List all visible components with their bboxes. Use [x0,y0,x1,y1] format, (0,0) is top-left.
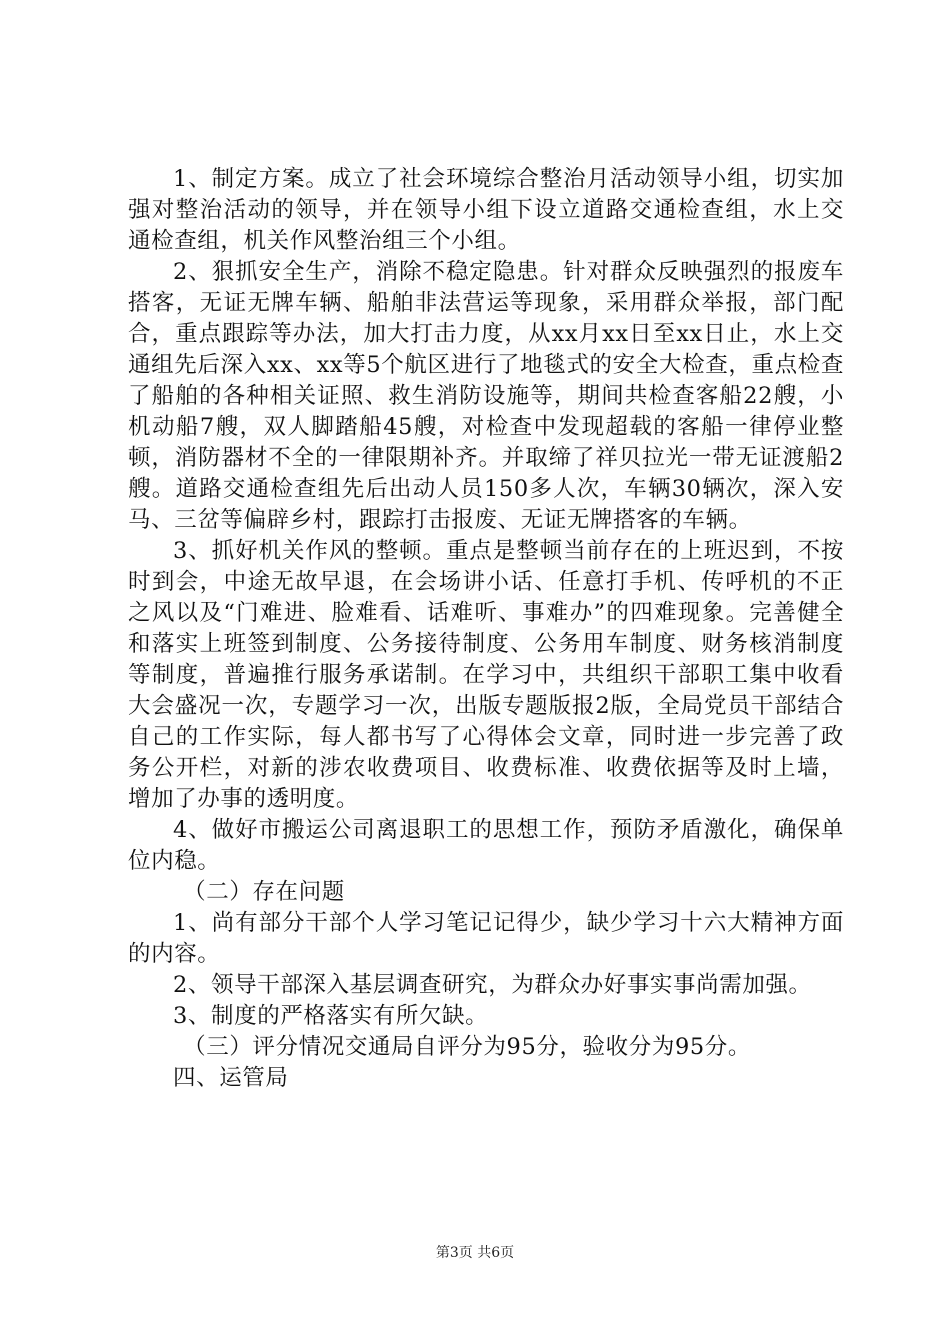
heading-existing-problems: （二）存在问题 [183,879,345,905]
heading-section-four: 四、运管局 [173,1065,289,1091]
paragraph-retired-workers: 4、做好市搬运公司离退职工的思想工作，预防矛盾激化，确保单位内稳。 [128,817,844,874]
paragraph-work-style: 3、抓好机关作风的整顿。重点是整顿当前存在的上班迟到，不按时到会，中途无故早退，在会场讲小话、任意打手机、传呼机的不正之风以及“门难进、脸难看、话难听、事难办”的四难现象。完善健全和落实上班签到制度、公务接待制度、公务用车制度、财务核消制度等制度，普遍推行服务承诺制。在学习中，共组织干部职工集中收看大会盛况一次，专题学习一次，出版专题版报2版，全局党员干部结合自己的工作实际，每人都书写了心得体会文章，同时进一步完善了政务公开栏，对新的涉农收费项目、收费标准、收费依据等及时上墙，增加了办事的透明度。 [128,538,844,812]
paragraph-formulate-plan: 1、制定方案。成立了社会环境综合整治月活动领导小组，切实加强对整治活动的领导，并在领导小组下设立道路交通检查组，水上交通检查组，机关作风整治组三个小组。 [128,166,844,254]
page-number-footer: 第3页 共6页 [435,1245,515,1261]
document-body [128,164,844,1094]
paragraph-problem-2: 2、领导干部深入基层调查研究，为群众办好事实事尚需加强。 [173,972,812,998]
paragraph-problem-3: 3、制度的严格落实有所欠缺。 [173,1003,489,1029]
paragraph-safety-production: 2、狠抓安全生产，消除不稳定隐患。针对群众反映强烈的报废车搭客，无证无牌车辆、船舶非法营运等现象，采用群众举报，部门配合，重点跟踪等办法，加大打击力度，从xx月xx日至xx日止，水上交通组先后深入xx、xx等5个航区进行了地毯式的安全大检查，重点检查了船舶的各种相关证照、救生消防设施等，期间共检查客船22艘，小机动船7艘，双人脚踏船45艘，对检查中发现超载的客船一律停业整顿，消防器材不全的一律限期补齐。并取缔了祥贝拉光一带无证渡船2艘。道路交通检查组先后出动人员150多人次，车辆30辆次，深入安马、三岔等偏辟乡村，跟踪打击报废、无证无牌搭客的车辆。 [128,259,844,533]
paragraph-problem-1: 1、尚有部分干部个人学习笔记记得少，缺少学习十六大精神方面的内容。 [128,910,844,967]
paragraph-scoring: （三）评分情况交通局自评分为95分，验收分为95分。 [183,1034,751,1060]
